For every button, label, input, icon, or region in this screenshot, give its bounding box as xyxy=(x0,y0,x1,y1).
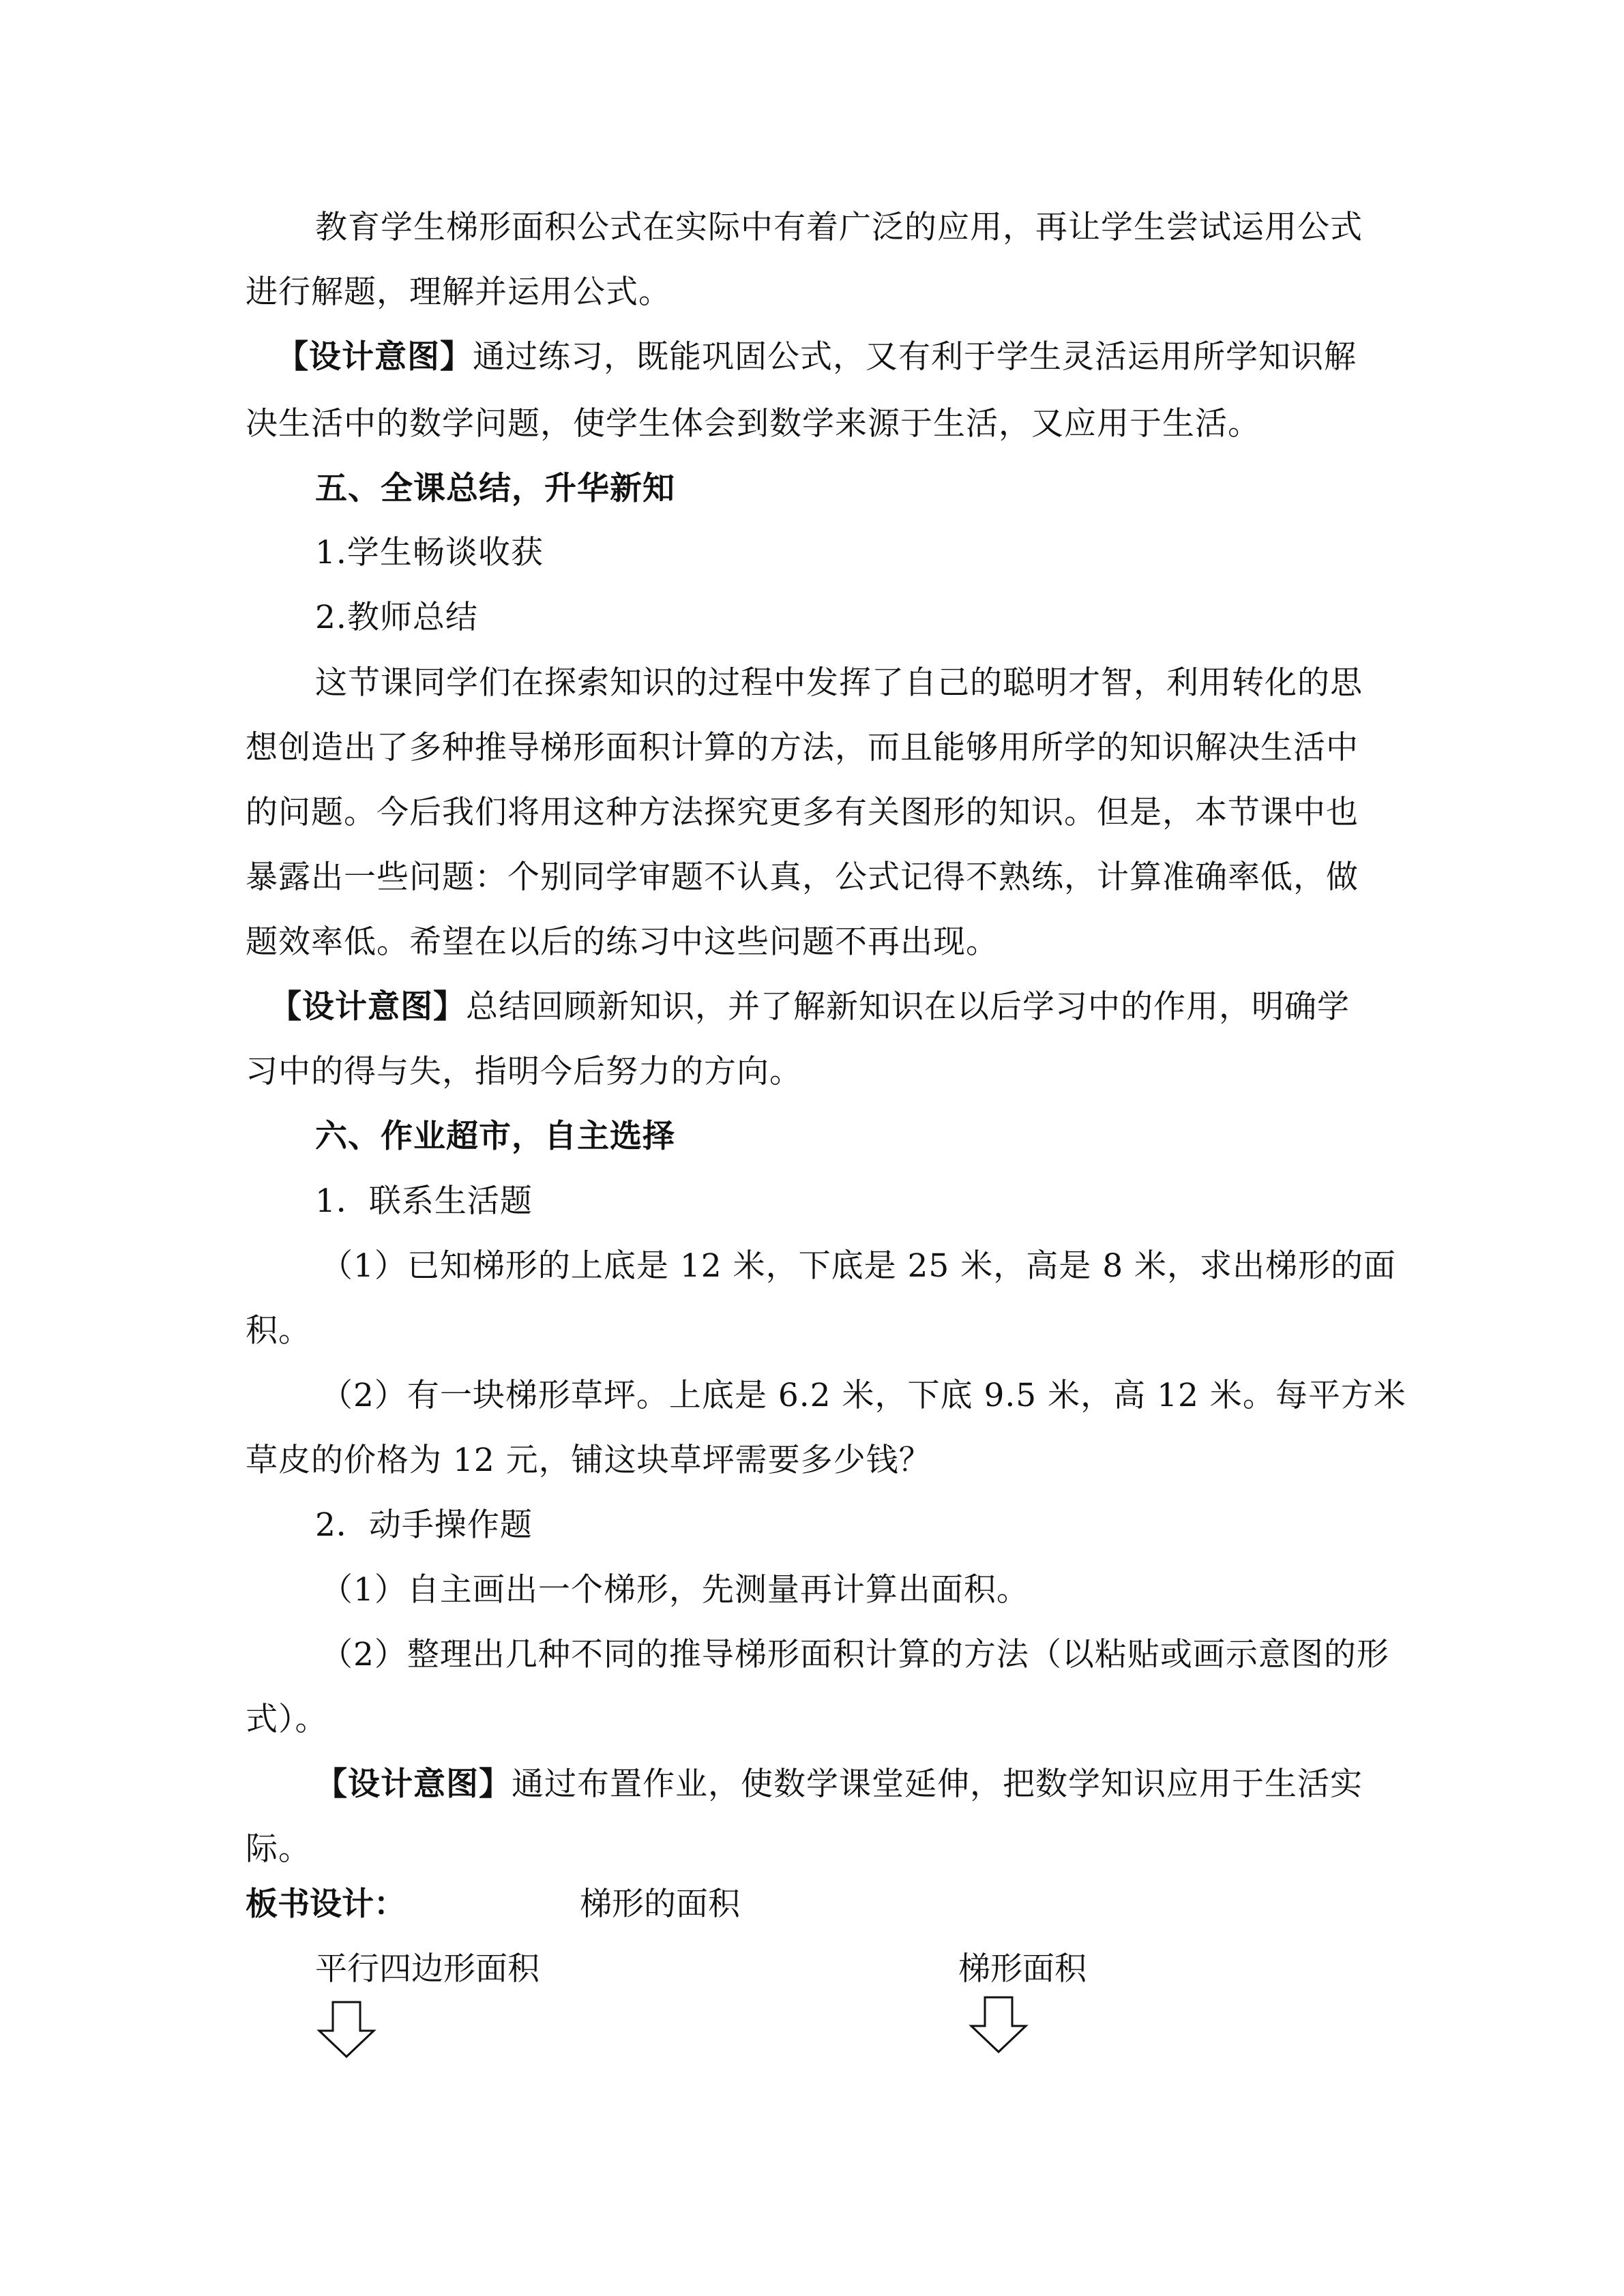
down-arrow-icon xyxy=(967,1995,1030,2056)
design-intent-text: 总结回顾新知识，并了解新知识在以后学习中的作用，明确学 xyxy=(466,988,1350,1026)
question-line: 草皮的价格为 12 元，铺这块草坪需要多少钱？ xyxy=(246,1442,932,1479)
paragraph-line: 进行解题，理解并运用公式。 xyxy=(246,273,671,311)
board-left-heading: 平行四边形面积 xyxy=(315,1950,540,1988)
paragraph-line: 暴露出一些问题：个别同学审题不认真，公式记得不熟练，计算准确率低，做 xyxy=(246,859,1359,896)
design-intent-label: 【设计意图】 xyxy=(269,988,466,1026)
question-line: （1）自主画出一个梯形，先测量再计算出面积。 xyxy=(321,1571,1029,1609)
board-right-heading: 梯形面积 xyxy=(958,1950,1087,1988)
paragraph-line: 教育学生梯形面积公式在实际中有着广泛的应用，再让学生尝试运用公式 xyxy=(315,209,1363,246)
board-design-label: 板书设计： xyxy=(246,1885,406,1923)
section-heading: 五、全课总结，升华新知 xyxy=(315,470,675,507)
paragraph-line: 决生活中的数学问题，使学生体会到数学来源于生活，又应用于生活。 xyxy=(246,405,1260,443)
paragraph-line: 际。 xyxy=(246,1830,311,1868)
section-heading: 六、作业超市，自主选择 xyxy=(315,1118,675,1155)
question-line: （2）整理出几种不同的推导梯形面积计算的方法（以粘贴或画示意图的形 xyxy=(321,1636,1389,1673)
list-item: 1.学生畅谈收获 xyxy=(315,534,544,571)
down-arrow-icon xyxy=(315,1999,378,2061)
question-line: 积。 xyxy=(246,1312,311,1350)
list-item: 2.教师总结 xyxy=(315,599,478,636)
design-intent-label: 【设计意图】 xyxy=(315,1765,512,1803)
design-intent-line xyxy=(269,988,1350,1026)
paragraph-line: 题效率低。希望在以后的练习中这些问题不再出现。 xyxy=(246,923,999,961)
design-intent-line xyxy=(315,1765,1363,1803)
design-intent-line xyxy=(276,338,1357,376)
question-line: （1）已知梯形的上底是 12 米，下底是 25 米，高是 8 米，求出梯形的面 xyxy=(321,1247,1397,1285)
design-intent-label: 【设计意图】 xyxy=(276,338,473,376)
design-intent-text: 通过练习，既能巩固公式，又有利于学生灵活运用所学知识解 xyxy=(473,338,1357,376)
design-intent-text: 通过布置作业，使数学课堂延伸，把数学知识应用于生活实 xyxy=(512,1765,1363,1803)
question-line: （2）有一块梯形草坪。上底是 6.2 米，下底 9.5 米，高 12 米。每平方米 xyxy=(321,1377,1406,1414)
paragraph-line: 习中的得与失，指明今后努力的方向。 xyxy=(246,1053,802,1090)
question-line: 式）。 xyxy=(246,1701,328,1738)
list-item: 1．联系生活题 xyxy=(315,1182,533,1220)
paragraph-line: 这节课同学们在探索知识的过程中发挥了自己的聪明才智，利用转化的思 xyxy=(315,664,1363,702)
paragraph-line: 的问题。今后我们将用这种方法探究更多有关图形的知识。但是，本节课中也 xyxy=(246,794,1359,831)
paragraph-line: 想创造出了多种推导梯形面积计算的方法，而且能够用所学的知识解决生活中 xyxy=(246,729,1359,766)
list-item: 2．动手操作题 xyxy=(315,1506,533,1544)
board-title: 梯形的面积 xyxy=(580,1885,740,1923)
